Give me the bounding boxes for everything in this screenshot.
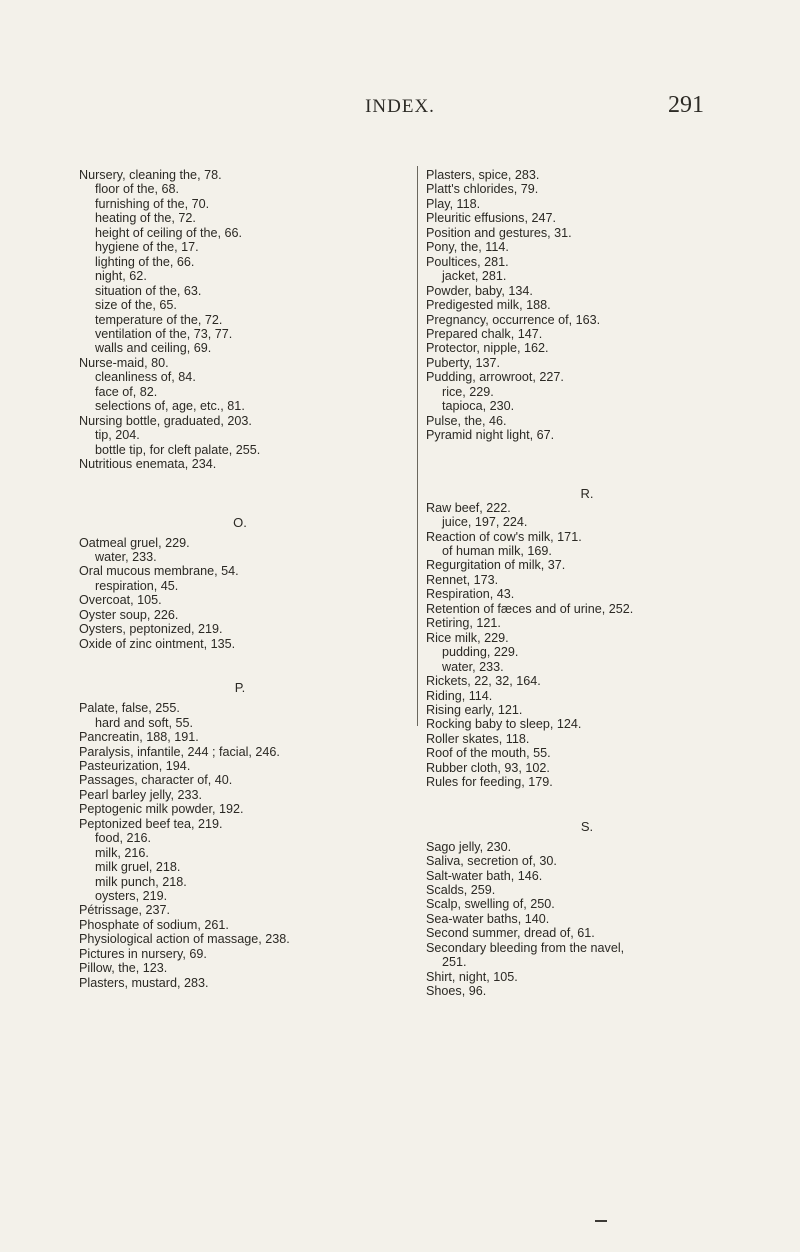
index-entry: Pregnancy, occurrence of, 163.: [426, 312, 601, 327]
section-o: [79, 536, 409, 652]
page-header: [0, 92, 800, 140]
index-entry: Poultices, 281.: [426, 254, 509, 269]
index-entry: Pony, the, 114.: [426, 240, 509, 255]
index-subentry: situation of the, 63.: [95, 283, 202, 298]
index-entry: Rubber cloth, 93, 102.: [426, 760, 550, 775]
index-subentry: selections of, age, etc., 81.: [95, 399, 245, 414]
index-subentry: of human milk, 169.: [442, 543, 552, 558]
index-entry: Predigested milk, 188.: [426, 298, 551, 313]
index-entry: Nutritious enemata, 234.: [79, 457, 217, 472]
index-entry: Reaction of cow's milk, 171.: [426, 529, 582, 544]
section-p-continued: [426, 168, 756, 443]
index-entry: Second summer, dread of, 61.: [426, 926, 595, 941]
index-subentry: respiration, 45.: [95, 578, 179, 593]
index-subentry: juice, 197, 224.: [442, 515, 528, 530]
index-entry: Pasteurization, 194.: [79, 758, 191, 773]
index-entry: Position and gestures, 31.: [426, 225, 572, 240]
index-entry: Regurgitation of milk, 37.: [426, 558, 566, 573]
index-entry: Plasters, mustard, 283.: [79, 975, 209, 990]
index-entry: Nursery, cleaning the, 78.: [79, 168, 222, 182]
index-subentry: heating of the, 72.: [95, 211, 196, 226]
index-subentry: water, 233.: [442, 659, 504, 674]
section-p: [79, 701, 409, 990]
index-entry: Peptonized beef tea, 219.: [79, 816, 223, 831]
index-entry: Pulse, the, 46.: [426, 413, 507, 428]
index-entry: Oysters, peptonized, 219.: [79, 622, 223, 637]
index-entry: Riding, 114.: [426, 688, 493, 703]
index-entry: Peptogenic milk powder, 192.: [79, 802, 244, 817]
index-subentry: tapioca, 230.: [442, 399, 515, 414]
page-mark: [595, 1220, 607, 1222]
index-subentry: furnishing of the, 70.: [95, 196, 210, 211]
index-subentry: hygiene of the, 17.: [95, 240, 199, 255]
index-entry: Roof of the mouth, 55.: [426, 746, 551, 761]
page-number: 291: [668, 92, 704, 118]
index-subentry: walls and ceiling, 69.: [95, 341, 212, 356]
index-entry: Rising early, 121.: [426, 702, 523, 717]
index-entry: Oatmeal gruel, 229.: [79, 535, 190, 550]
index-entry: Prepared chalk, 147.: [426, 326, 543, 341]
index-entry: Rice milk, 229.: [426, 630, 509, 645]
index-entry: Raw beef, 222.: [426, 500, 511, 515]
index-subentry: bottle tip, for cleft palate, 255.: [95, 442, 261, 457]
index-entry: Sea-water baths, 140.: [426, 911, 550, 926]
index-subentry: lighting of the, 66.: [95, 254, 195, 269]
index-entry: Pudding, arrowroot, 227.: [426, 370, 564, 385]
index-subentry: rice, 229.: [442, 384, 494, 399]
index-subentry: 251.: [442, 955, 467, 970]
index-subentry: tip, 204.: [95, 428, 140, 443]
index-subentry: temperature of the, 72.: [95, 312, 223, 327]
index-subentry: milk gruel, 218.: [95, 860, 181, 875]
section-letter-r: R.: [580, 485, 594, 501]
section-s: [426, 840, 756, 999]
section-letter-s: S.: [580, 818, 594, 834]
index-entry: Pleuritic effusions, 247.: [426, 211, 556, 226]
index-entry: Pétrissage, 237.: [79, 903, 171, 918]
index-entry: Nursing bottle, graduated, 203.: [79, 413, 252, 428]
index-entry: Roller skates, 118.: [426, 731, 530, 746]
index-entry: Nurse-maid, 80.: [79, 355, 169, 370]
index-subentry: oysters, 219.: [95, 889, 168, 904]
index-entry: Paralysis, infantile, 244 ; facial, 246.: [79, 744, 280, 759]
index-entry: Powder, baby, 134.: [426, 283, 533, 298]
index-subentry: face of, 82.: [95, 384, 158, 399]
index-entry: Respiration, 43.: [426, 587, 515, 602]
index-entry: Oral mucous membrane, 54.: [79, 564, 239, 579]
index-entry: Retiring, 121.: [426, 616, 501, 631]
index-entry: Scalp, swelling of, 250.: [426, 897, 555, 912]
column-divider: [417, 166, 418, 726]
index-entry: Play, 118.: [426, 196, 481, 211]
index-column-left: [79, 168, 409, 990]
index-subentry: milk punch, 218.: [95, 874, 187, 889]
index-subentry: water, 233.: [95, 549, 157, 564]
index-subentry: height of ceiling of the, 66.: [95, 225, 243, 240]
section-letter-p: P.: [234, 680, 246, 696]
index-entry: Pillow, the, 123.: [79, 961, 168, 976]
index-subentry: ventilation of the, 73, 77.: [95, 326, 233, 341]
section-letter-o: O.: [233, 514, 247, 530]
index-entry: Phosphate of sodium, 261.: [79, 917, 229, 932]
index-subentry: food, 216.: [95, 831, 152, 846]
index-entry: Scalds, 259.: [426, 883, 496, 898]
index-entry: Secondary bleeding from the navel,: [426, 940, 625, 955]
index-entry: Pancreatin, 188, 191.: [79, 730, 199, 745]
section-n: [79, 168, 409, 472]
index-entry: Saliva, secretion of, 30.: [426, 854, 557, 869]
index-entry: Rules for feeding, 179.: [426, 775, 553, 790]
index-subentry: hard and soft, 55.: [95, 715, 194, 730]
index-entry: Pearl barley jelly, 233.: [79, 787, 202, 802]
index-entry: Pyramid night light, 67.: [426, 428, 555, 443]
index-entry: Shirt, night, 105.: [426, 969, 518, 984]
index-entry: Overcoat, 105.: [79, 593, 162, 608]
index-entry: Plasters, spice, 283.: [426, 168, 540, 182]
index-entry: Passages, character of, 40.: [79, 773, 233, 788]
index-entry: Retention of fæces and of urine, 252.: [426, 601, 634, 616]
index-entry: Physiological action of massage, 238.: [79, 932, 290, 947]
index-entry: Oyster soup, 226.: [79, 607, 179, 622]
index-entry: Puberty, 137.: [426, 355, 500, 370]
index-subentry: milk, 216.: [95, 845, 149, 860]
index-subentry: size of the, 65.: [95, 298, 177, 313]
index-entry: Sago jelly, 230.: [426, 839, 512, 854]
index-entry: Rickets, 22, 32, 164.: [426, 674, 541, 689]
index-entry: Salt-water bath, 146.: [426, 868, 543, 883]
running-head: INDEX.: [365, 96, 435, 117]
index-entry: Oxide of zinc ointment, 135.: [79, 636, 236, 651]
index-subentry: cleanliness of, 84.: [95, 370, 196, 385]
index-column-right: [426, 168, 756, 999]
index-subentry: floor of the, 68.: [95, 182, 180, 197]
index-entry: Protector, nipple, 162.: [426, 341, 549, 356]
index-entry: Shoes, 96.: [426, 984, 487, 999]
index-subentry: jacket, 281.: [442, 269, 507, 284]
section-r: [426, 501, 756, 790]
index-entry: Pictures in nursery, 69.: [79, 946, 207, 961]
index-subentry: night, 62.: [95, 269, 147, 284]
index-entry: Palate, false, 255.: [79, 701, 180, 716]
index-subentry: pudding, 229.: [442, 645, 519, 660]
index-entry: Rennet, 173.: [426, 572, 499, 587]
index-entry: Rocking baby to sleep, 124.: [426, 717, 582, 732]
index-entry: Platt's chlorides, 79.: [426, 182, 539, 197]
